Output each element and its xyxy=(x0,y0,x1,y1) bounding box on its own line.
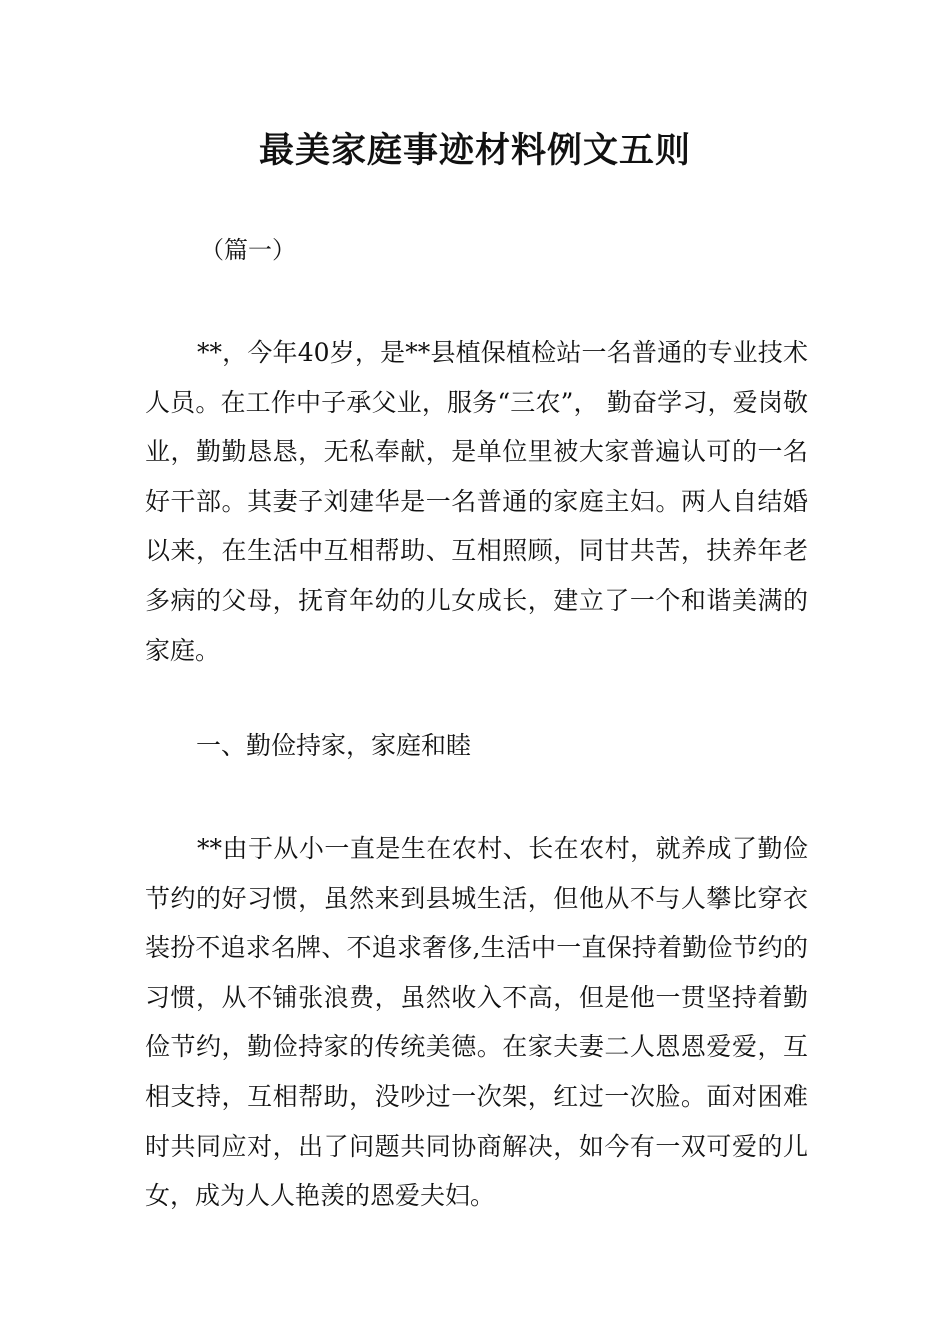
paragraph-thrift: **由于从小一直是生在农村、长在农村，就养成了勤俭节约的好习惯，虽然来到县城生活，但他从不与人攀比穿衣装扮不追求名牌、不追求奢侈,生活中一直保持着勤俭节约的习惯，从不铺张浪费，虽然收入不高，但是他一贯坚持着勤俭节约，勤俭持家的传统美德。在家夫妻二人恩恩爱爱，互相支持，互相帮助，没吵过一次架，红过一次脸。面对困难时共同应对，出了问题共同协商解决，如今有一双可爱的儿女，成为人人艳羡的恩爱夫妇。 xyxy=(145,834,808,1211)
section-label: （篇一） xyxy=(200,236,296,264)
section-heading: 一、勤俭持家，家庭和睦 xyxy=(196,731,472,760)
document-title: 最美家庭事迹材料例文五则 xyxy=(258,131,691,171)
paragraph-intro: **，今年40岁，是**县植保植检站一名普通的专业技术人员。在工作中子承父业，服务“三农”， 勤奋学习，爱岗敬业，勤勤恳恳，无私奉献，是单位里被大家普遍认可的一名好干部。其妻子刘建华是一名普通的家庭主妇。两人自结婚以来，在生活中互相帮助、互相照顾，同甘共苦，扶养年老多病的父母，抚育年幼的儿女成长，建立了一个和谐美满的家庭。 xyxy=(145,338,808,665)
